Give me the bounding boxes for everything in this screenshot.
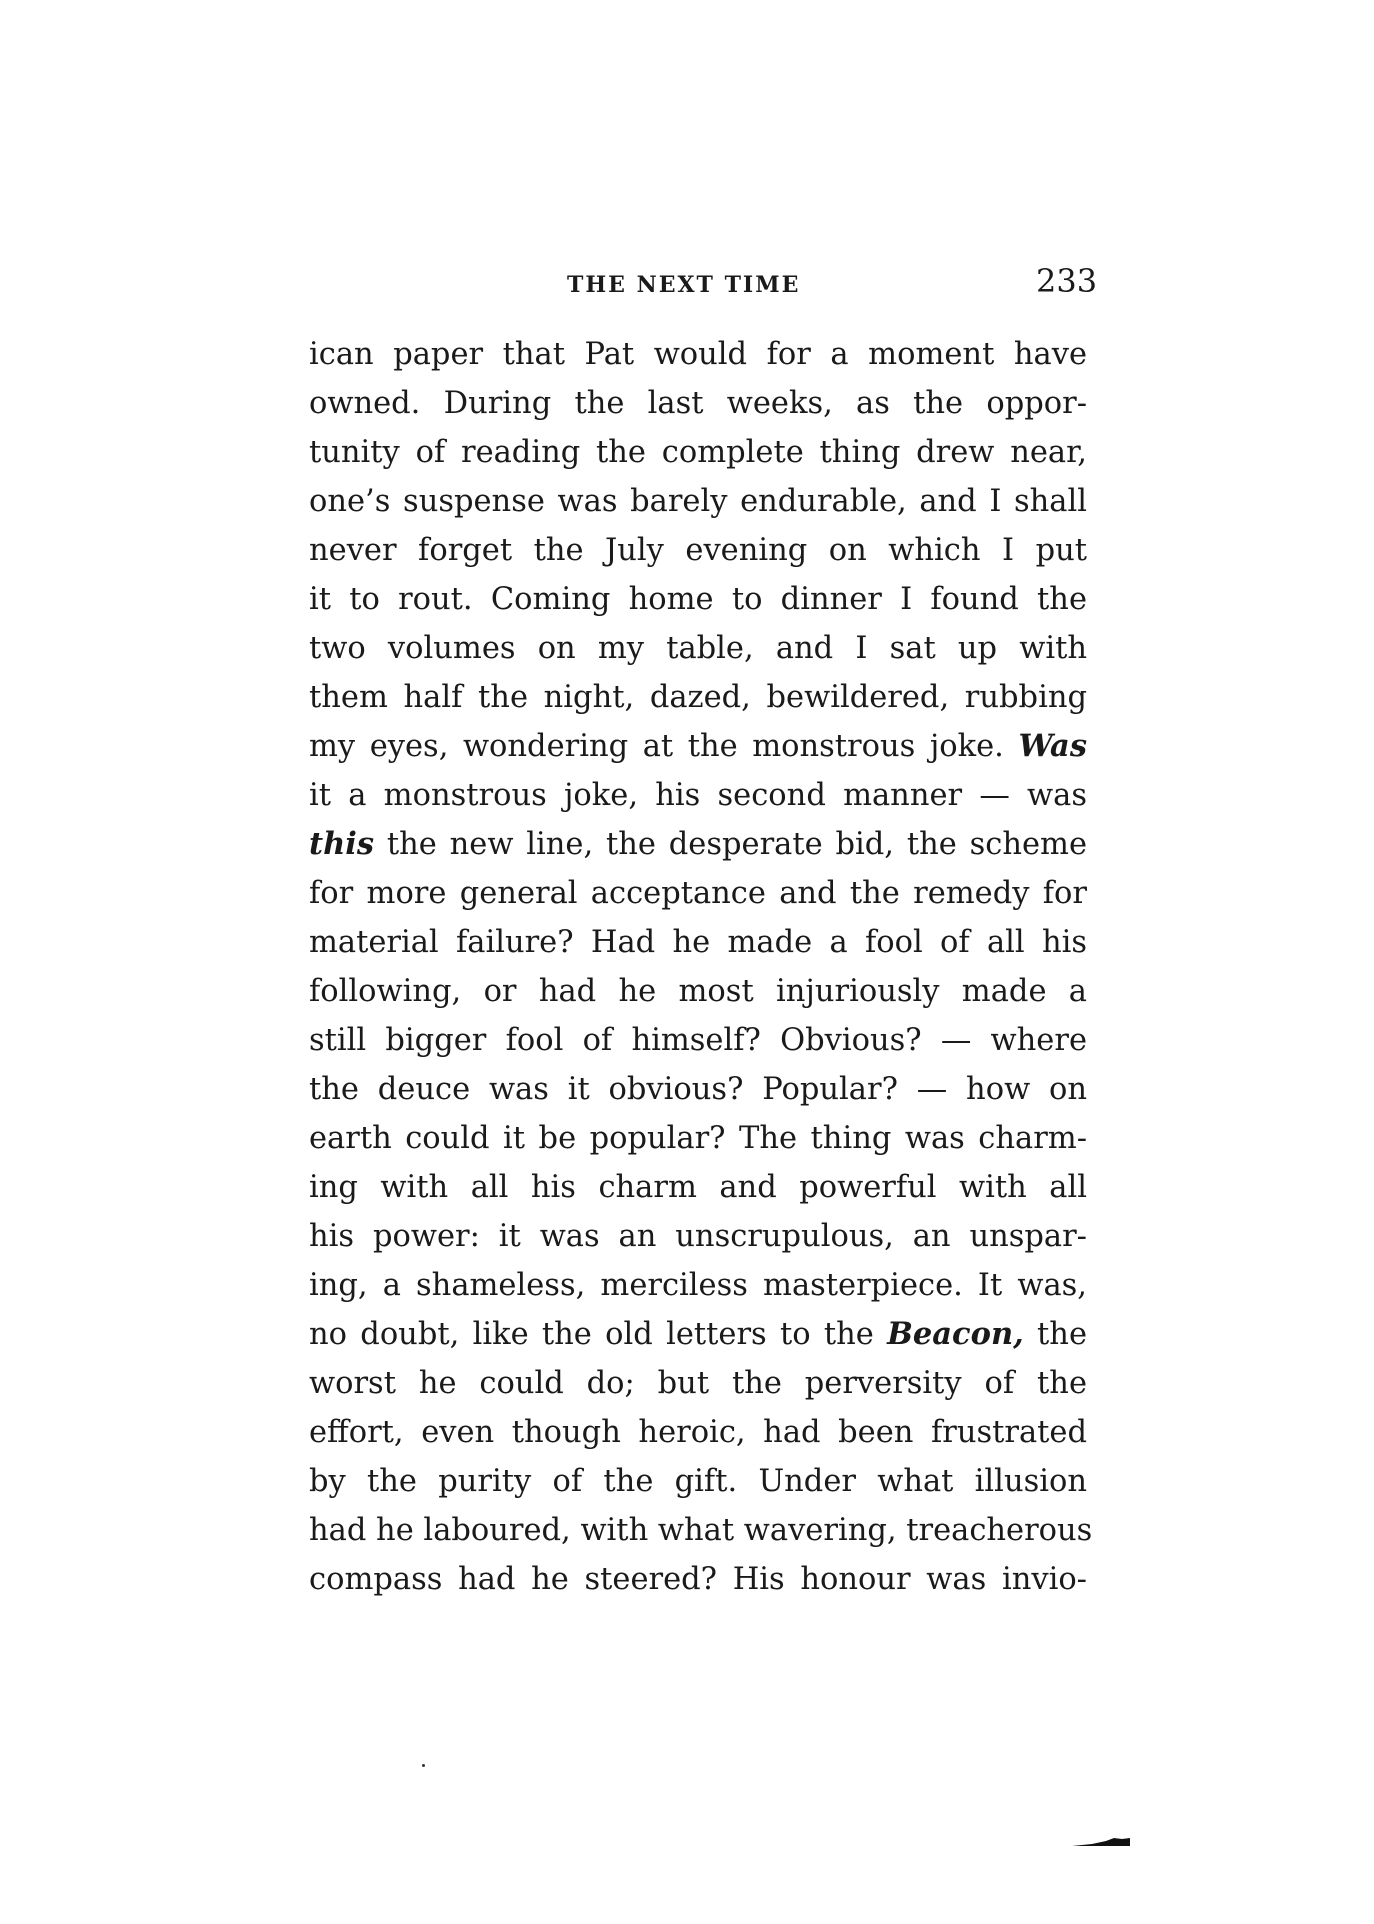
text-segment: material failure? Had he made a fool of all his <box>309 925 1087 960</box>
text-line <box>309 526 1087 575</box>
text-line <box>309 1016 1087 1065</box>
text-line <box>309 1457 1087 1506</box>
text-segment: earth could it be popular? The thing was charm- <box>309 1121 1087 1156</box>
text-line <box>309 624 1087 673</box>
text-segment: owned. During the last weeks, as the oppor- <box>309 386 1087 421</box>
text-line <box>309 575 1087 624</box>
text-segment: following, or had he most injuriously made a <box>309 974 1087 1009</box>
text-line <box>309 771 1087 820</box>
text-line <box>309 967 1087 1016</box>
text-segment: had he laboured, with what wavering, treacherous <box>309 1513 1093 1548</box>
text-line <box>309 1163 1087 1212</box>
text-line <box>309 1555 1087 1604</box>
text-segment: never forget the July evening on which I put <box>309 533 1087 568</box>
text-segment: it to rout. Coming home to dinner I found the <box>309 582 1087 617</box>
text-segment: my eyes, wondering at the monstrous joke. <box>309 729 1019 764</box>
text-segment: the new line, the desperate bid, the scheme <box>374 827 1087 862</box>
text-segment: one’s suspense was barely endurable, and I shall <box>309 484 1087 519</box>
text-segment: ing with all his charm and powerful with all <box>309 1170 1087 1205</box>
text-segment: the deuce was it obvious? Popular? — how on <box>309 1072 1087 1107</box>
text-line <box>309 673 1087 722</box>
text-segment: ing, a shameless, merciless masterpiece. It was, <box>309 1268 1087 1303</box>
text-line <box>309 918 1087 967</box>
italic-text: Was <box>1018 728 1087 764</box>
running-title: THE NEXT TIME <box>567 272 801 298</box>
text-segment: no doubt, like the old letters to the <box>309 1317 888 1352</box>
text-line <box>309 1261 1087 1310</box>
italic-text: Beacon, <box>887 1316 1024 1352</box>
text-line <box>309 1114 1087 1163</box>
text-line <box>309 1359 1087 1408</box>
text-line <box>309 869 1087 918</box>
text-line <box>309 428 1087 477</box>
text-line <box>309 1065 1087 1114</box>
text-segment: it a monstrous joke, his second manner — was <box>309 778 1087 813</box>
text-line <box>309 1310 1087 1359</box>
page-number: 233 <box>1036 262 1098 300</box>
text-segment: by the purity of the gift. Under what illusion <box>309 1464 1087 1499</box>
ink-speck <box>422 1764 425 1767</box>
text-line <box>309 820 1087 869</box>
text-line <box>309 379 1087 428</box>
italic-text: this <box>309 826 375 862</box>
text-segment: compass had he steered? His honour was invio- <box>309 1562 1087 1597</box>
text-line <box>309 722 1087 771</box>
text-segment: two volumes on my table, and I sat up with <box>309 631 1087 666</box>
text-segment: them half the night, dazed, bewildered, rubbing <box>309 680 1087 715</box>
body-text <box>309 330 1093 1604</box>
text-segment: worst he could do; but the perversity of the <box>309 1366 1087 1401</box>
text-segment: tunity of reading the complete thing drew near, <box>309 435 1087 470</box>
text-segment: ican paper that Pat would for a moment have <box>309 337 1087 372</box>
page-edge-mark <box>1072 1830 1132 1850</box>
text-segment: still bigger fool of himself? Obvious? — where <box>309 1023 1087 1058</box>
text-line <box>309 1212 1087 1261</box>
text-line <box>309 1506 1093 1555</box>
text-segment: the <box>1023 1317 1088 1352</box>
text-line <box>309 330 1087 379</box>
text-segment: for more general acceptance and the remedy for <box>309 876 1087 911</box>
text-line <box>309 477 1087 526</box>
text-segment: effort, even though heroic, had been frustrated <box>309 1415 1087 1450</box>
text-line <box>309 1408 1087 1457</box>
text-segment: his power: it was an unscrupulous, an unspar- <box>309 1219 1087 1254</box>
